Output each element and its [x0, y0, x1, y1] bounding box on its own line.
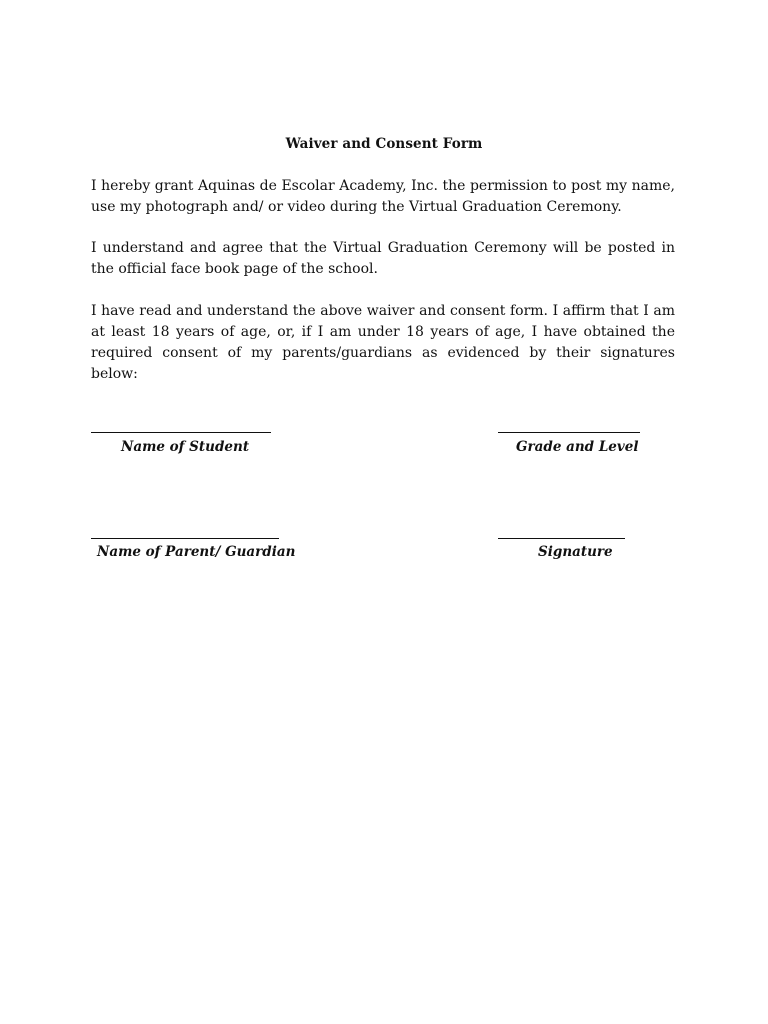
parent-name-label: Name of Parent/ Guardian: [97, 544, 296, 560]
paragraph-agreement: I understand and agree that the Virtual Graduation Ceremony will be posted in the official face book page of the school.: [91, 240, 675, 277]
grade-level-line[interactable]: [498, 432, 640, 433]
signature-line[interactable]: [498, 538, 625, 539]
paragraph-affirmation: I have read and understand the above waiver and consent form. I affirm that I am at least 18 years of age, or, if I am under 18 years of age, I have obtained the required consent of my parents/guardians as evidenced by their signatures below:: [91, 303, 675, 382]
parent-name-line[interactable]: [91, 538, 279, 539]
paragraph-permission: I hereby grant Aquinas de Escolar Academy, Inc. the permission to post my name, use my photograph and/ or video during the Virtual Graduation Ceremony.: [91, 178, 675, 215]
grade-level-label: Grade and Level: [516, 439, 639, 455]
signature-label: Signature: [538, 544, 613, 560]
student-name-line[interactable]: [91, 432, 271, 433]
student-name-label: Name of Student: [121, 439, 250, 455]
form-title: Waiver and Consent Form: [285, 136, 483, 152]
